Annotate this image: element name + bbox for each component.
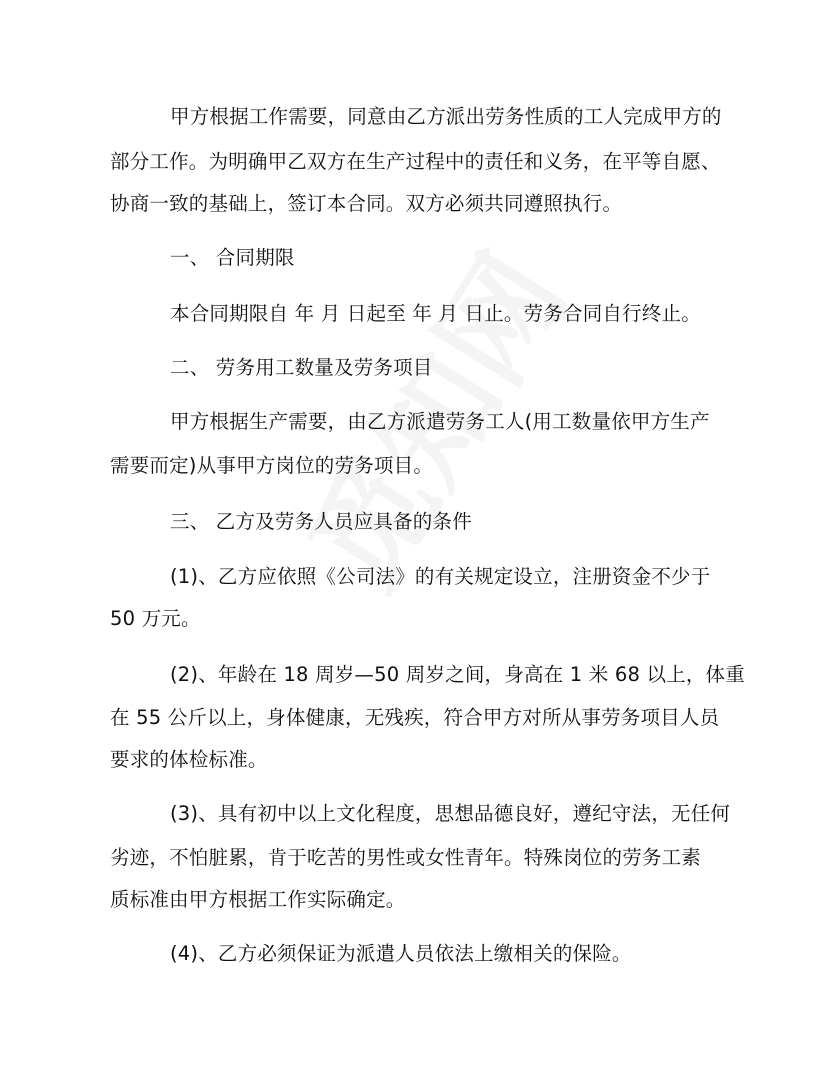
paragraph-2-line-1: 本合同期限自 年 月 日起至 年 月 日止。劳务合同自行终止。 xyxy=(170,302,701,325)
item-1-line-2: 50 万元。 xyxy=(110,607,201,630)
section-heading-2: 二、 劳务用工数量及劳务项目 xyxy=(170,356,433,379)
paragraph-1-line-1: 甲方根据工作需要，同意由乙方派出劳务性质的工人完成甲方的 xyxy=(170,105,722,128)
section-heading-3: 三、 乙方及劳务人员应具备的条件 xyxy=(170,510,472,533)
item-2-line-3: 要求的体检标准。 xyxy=(110,748,268,771)
paragraph-3-line-2: 需要而定)从事甲方岗位的劳务项目。 xyxy=(110,454,434,477)
item-3-line-1: (3)、具有初中以上文化程度，思想品德良好，遵纪守法，无任何 xyxy=(170,802,731,825)
item-3-line-2: 劣迹，不怕脏累，肯于吃苦的男性或女性青年。特殊岗位的劳务工素 xyxy=(110,846,702,869)
item-2-line-2: 在 55 公斤以上，身体健康，无残疾，符合甲方对所从事劳务项目人员 xyxy=(110,706,720,729)
item-1-line-1: (1)、乙方应依照《公司法》的有关规定设立，注册资金不少于 xyxy=(170,565,711,588)
item-2-line-1: (2)、年龄在 18 周岁—50 周岁之间，身高在 1 米 68 以上，体重 xyxy=(170,663,745,686)
section-heading-1: 一、 合同期限 xyxy=(170,246,295,269)
paragraph-1-line-2: 部分工作。为明确甲乙双方在生产过程中的责任和义务，在平等自愿、 xyxy=(110,150,721,173)
paragraph-3-line-1: 甲方根据生产需要，由乙方派遣劳务工人(用工数量依甲方生产 xyxy=(170,410,710,433)
item-3-line-3: 质标准由甲方根据工作实际确定。 xyxy=(110,888,406,911)
item-4-line-1: (4)、乙方必须保证为派遣人员依法上缴相关的保险。 xyxy=(170,942,632,965)
paragraph-1-line-3: 协商一致的基础上，签订本合同。双方必须共同遵照执行。 xyxy=(110,192,623,215)
